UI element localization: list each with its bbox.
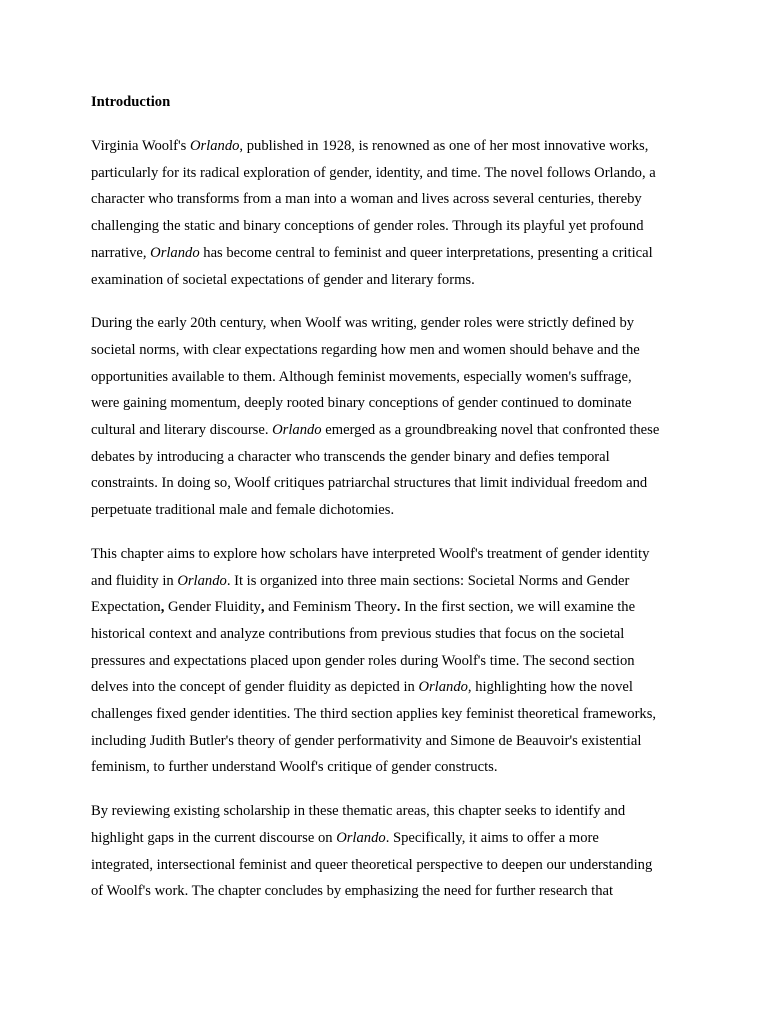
text-run: historical context and analyze contributions from previous studies that focus on the societal — [91, 625, 625, 642]
text-run: narrative, — [91, 244, 151, 261]
text-run: , published in 1928, is renowned as one of her most innovative works, — [239, 138, 649, 154]
text-line — [91, 417, 683, 444]
text-run: feminism, to further understand Woolf's critique of gender constructs. — [91, 759, 498, 776]
text-run: and Feminism Theory — [264, 599, 397, 616]
text-line — [91, 267, 683, 294]
text-line — [91, 674, 683, 701]
text-run: examination of societal expectations of gender and literary forms. — [91, 271, 475, 288]
text-line — [91, 798, 683, 825]
italic-title: Orlando — [177, 572, 227, 589]
text-line — [91, 470, 683, 497]
text-run: , — [260, 599, 265, 616]
italic-title: Orlando — [272, 422, 322, 439]
text-run: perpetuate traditional male and female dichotomies. — [91, 502, 395, 519]
text-line — [91, 497, 683, 524]
text-line — [91, 310, 683, 337]
text-run: delves into the concept of gender fluidity as depicted in — [91, 679, 419, 696]
text-line — [91, 133, 683, 160]
italic-title: Orlando — [189, 138, 240, 154]
text-run: societal norms, with clear expectations regarding how men and women should behave and the — [91, 341, 640, 358]
text-run: challenging the static and binary conceptions of gender roles. Through its playful yet profound — [91, 218, 644, 235]
text-line — [91, 648, 683, 675]
text-line — [91, 337, 683, 364]
text-line — [91, 240, 683, 267]
text-run: , highlighting how the novel — [467, 679, 633, 696]
text-run: has become central to feminist and queer interpretations, presenting a critical — [199, 244, 653, 261]
text-line — [91, 878, 683, 905]
text-line — [91, 160, 683, 187]
text-run: By reviewing existing scholarship in these thematic areas, this chapter seeks to identify and — [91, 803, 626, 820]
text-run: In the first section, we will examine the — [400, 599, 636, 616]
text-run: Virginia Woolf's — [91, 138, 190, 154]
text-run: including Judith Butler's theory of gender performativity and Simone de Beauvoir's existential — [91, 732, 642, 749]
text-run: pressures and expectations placed upon gender roles during Woolf's time. The second section — [91, 652, 635, 669]
section-heading: Introduction — [91, 94, 171, 110]
italic-title: Orlando — [336, 829, 386, 846]
text-run: . — [396, 599, 401, 616]
text-run: opportunities available to them. Although feminist movements, especially women's suffrage, — [91, 368, 632, 385]
text-line — [91, 701, 683, 728]
text-run: integrated, intersectional feminist and queer theoretical perspective to deepen our understanding — [91, 856, 653, 873]
text-run: and fluidity in — [91, 572, 178, 589]
text-line — [91, 186, 683, 213]
text-line — [91, 568, 683, 595]
body-paragraph — [91, 798, 683, 905]
text-line — [91, 754, 683, 781]
text-line — [91, 621, 683, 648]
text-run: character who transforms from a man into a woman and lives across several centuries, thereby — [91, 191, 642, 208]
text-line — [91, 444, 683, 471]
body-paragraph — [91, 541, 683, 781]
text-line — [91, 594, 683, 621]
text-run: constraints. In doing so, Woolf critiques patriarchal structures that limit individual freedom and — [91, 475, 648, 492]
italic-title: Orlando — [150, 244, 200, 261]
text-run: debates by introducing a character who transcends the gender binary and defies temporal — [91, 448, 610, 465]
document-body — [91, 133, 683, 905]
document-page — [91, 92, 683, 922]
text-line — [91, 825, 683, 852]
text-line — [91, 728, 683, 755]
text-line — [91, 852, 683, 879]
text-run: During the early 20th century, when Woolf was writing, gender roles were strictly defined by — [91, 315, 635, 332]
text-run: Expectation — [91, 599, 161, 616]
text-run: highlight gaps in the current discourse on — [91, 829, 337, 846]
text-line — [91, 213, 683, 240]
body-paragraph — [91, 310, 683, 524]
text-run: emerged as a groundbreaking novel that confronted these — [321, 422, 660, 439]
italic-title: Orlando — [418, 679, 468, 696]
body-paragraph — [91, 133, 683, 293]
text-run: Gender Fluidity — [164, 599, 261, 616]
text-line — [91, 390, 683, 417]
text-line — [91, 541, 683, 568]
text-run: . Specifically, it aims to offer a more — [385, 829, 599, 846]
text-line — [91, 364, 683, 391]
text-run: particularly for its radical exploration of gender, identity, and time. The novel follows Orlando, a — [91, 164, 656, 181]
text-run: This chapter aims to explore how scholars have interpreted Woolf's treatment of gender identity — [91, 545, 650, 562]
text-run: were gaining momentum, deeply rooted binary conceptions of gender continued to dominate — [91, 395, 632, 412]
text-run: . It is organized into three main sections: Societal Norms and Gender — [226, 572, 630, 589]
text-run: , — [160, 599, 165, 616]
text-run: of Woolf's work. The chapter concludes by emphasizing the need for further research that — [91, 883, 614, 900]
text-run: challenges fixed gender identities. The third section applies key feminist theoretical frameworks, — [91, 706, 657, 723]
text-run: cultural and literary discourse. — [91, 422, 273, 439]
